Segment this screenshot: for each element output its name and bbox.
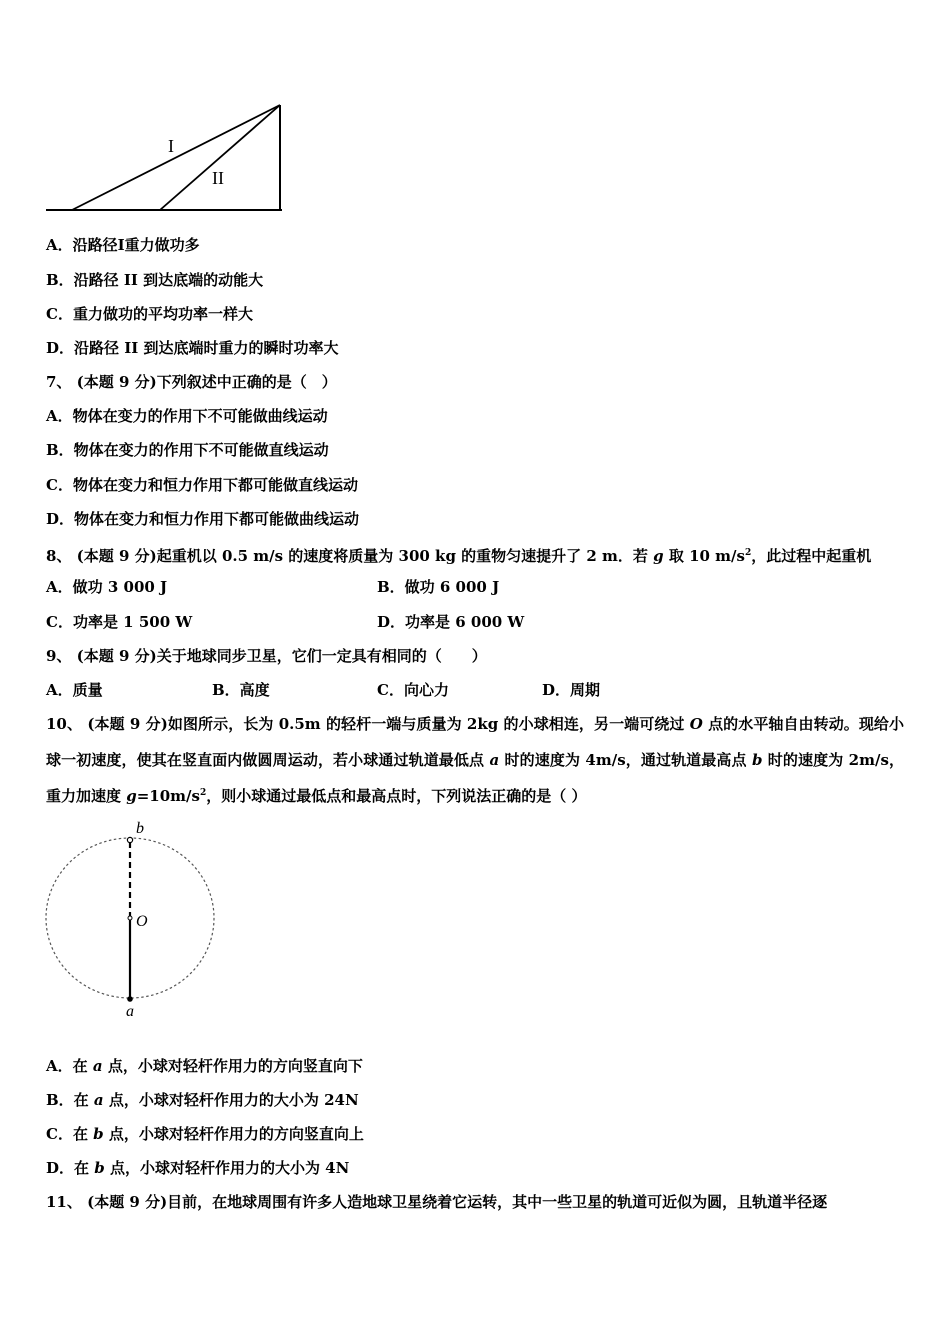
- option-text: 点，小球对轻杆作用力的大小为 4N: [104, 1159, 350, 1177]
- q10-o-symbol: O: [689, 715, 703, 733]
- label-a: a: [126, 1003, 134, 1020]
- q10-stem-part: 时的速度为 4m/s，通过轨道最高点: [499, 751, 752, 769]
- q10-stem: [46, 706, 904, 814]
- q8-stem-part: 8、 (本题 9 分)起重机以 0.5 m/s 的速度将质量为 300 kg 的重物匀速提升了 2 m．若: [46, 547, 654, 565]
- q7-option-d: D．物体在变力和恒力作用下都可能做曲线运动: [46, 510, 360, 528]
- q9-option-d: D．周期: [542, 681, 601, 699]
- q9-option-b: B．高度: [212, 681, 270, 699]
- q8-stem-part: ，此过程中起重机: [751, 547, 872, 565]
- q8-option-d: D．功率是 6 000 W: [377, 613, 525, 631]
- q8-stem: [46, 543, 871, 566]
- q7-stem: 7、 (本题 9 分)下列叙述中正确的是（ ）: [46, 373, 337, 391]
- q8-g-symbol: g: [653, 547, 664, 565]
- q8-option-c: C．功率是 1 500 W: [46, 613, 193, 631]
- path-ii-label: II: [212, 168, 224, 188]
- q11-stem: 11、 (本题 9 分)目前，在地球周围有许多人造地球卫星绕着它运转，其中一些卫星的轨道可近似为圆，且轨道半径逐: [46, 1193, 828, 1211]
- q9-stem: 9、 (本题 9 分)关于地球同步卫星，它们一定具有相同的（ ）: [46, 647, 487, 665]
- q8-option-a: A．做功 3 000 J: [46, 578, 168, 596]
- q10-stem-part: =10m/s: [136, 787, 200, 805]
- q10-superscript: 2: [199, 788, 207, 798]
- circle-motion-figure: [40, 818, 230, 1023]
- point-symbol: a: [92, 1057, 103, 1075]
- point-symbol: b: [94, 1159, 105, 1177]
- q10-option-a: [46, 1056, 363, 1076]
- q8-option-b: B．做功 6 000 J: [377, 578, 500, 596]
- q7-option-a: A．物体在变力的作用下不可能做曲线运动: [46, 407, 328, 425]
- q10-g-symbol: g: [126, 787, 137, 805]
- option-text: 点，小球对轻杆作用力的大小为 24N: [103, 1091, 359, 1109]
- point-symbol: b: [93, 1125, 104, 1143]
- q6-option-a: A．沿路径Ⅰ重力做功多: [46, 236, 200, 254]
- q9-option-a: A．质量: [46, 681, 103, 699]
- option-text: B．在: [46, 1091, 94, 1109]
- option-text: C．在: [46, 1125, 94, 1143]
- q8-stem-part: 取 10 m/s: [663, 547, 745, 565]
- q8-superscript: 2: [744, 548, 752, 558]
- q10-option-c: [46, 1124, 364, 1144]
- q10-stem-part: 点的水平轴自由转动。现给小球一初速度，使其在竖直面内做圆周运动，若小球通过轨道最低点: [46, 715, 904, 769]
- label-o: O: [136, 913, 148, 930]
- q10-option-b: [46, 1090, 359, 1110]
- incline-figure: [40, 100, 290, 216]
- q10-a-symbol: a: [489, 751, 500, 769]
- q6-option-d: D．沿路径 II 到达底端时重力的瞬时功率大: [46, 339, 339, 357]
- path-i-label: I: [168, 136, 174, 156]
- q10-stem-part: ，则小球通过最低点和最高点时，下列说法正确的是（ ）: [206, 787, 587, 805]
- q6-option-c: C．重力做功的平均功率一样大: [46, 305, 253, 323]
- pivot-o-marker: [128, 916, 132, 920]
- q6-option-b: B．沿路径 II 到达底端的动能大: [46, 271, 264, 289]
- point-b-marker: [127, 837, 132, 842]
- q7-option-b: B．物体在变力的作用下不可能做直线运动: [46, 441, 329, 459]
- q10-stem-part: 10、 (本题 9 分)如图所示，长为 0.5m 的轻杆一端与质量为 2kg 的小球相连，另一端可绕过: [46, 715, 690, 733]
- option-text: 点，小球对轻杆作用力的方向竖直向上: [103, 1125, 364, 1143]
- ball-at-a: [127, 996, 133, 1002]
- q7-option-c: C．物体在变力和恒力作用下都可能做直线运动: [46, 476, 358, 494]
- q10-stem-part: 时的速度为 2m/s，重力加速度: [46, 751, 904, 805]
- option-text: D．在: [46, 1159, 95, 1177]
- q10-option-d: [46, 1158, 349, 1178]
- path-ii-line: [160, 105, 280, 210]
- q10-b-symbol: b: [751, 751, 763, 769]
- option-text: 点，小球对轻杆作用力的方向竖直向下: [102, 1057, 363, 1075]
- option-text: A．在: [46, 1057, 93, 1075]
- path-i-line: [72, 105, 280, 210]
- q9-option-c: C．向心力: [377, 681, 449, 699]
- point-symbol: a: [93, 1091, 104, 1109]
- label-b: b: [136, 820, 144, 837]
